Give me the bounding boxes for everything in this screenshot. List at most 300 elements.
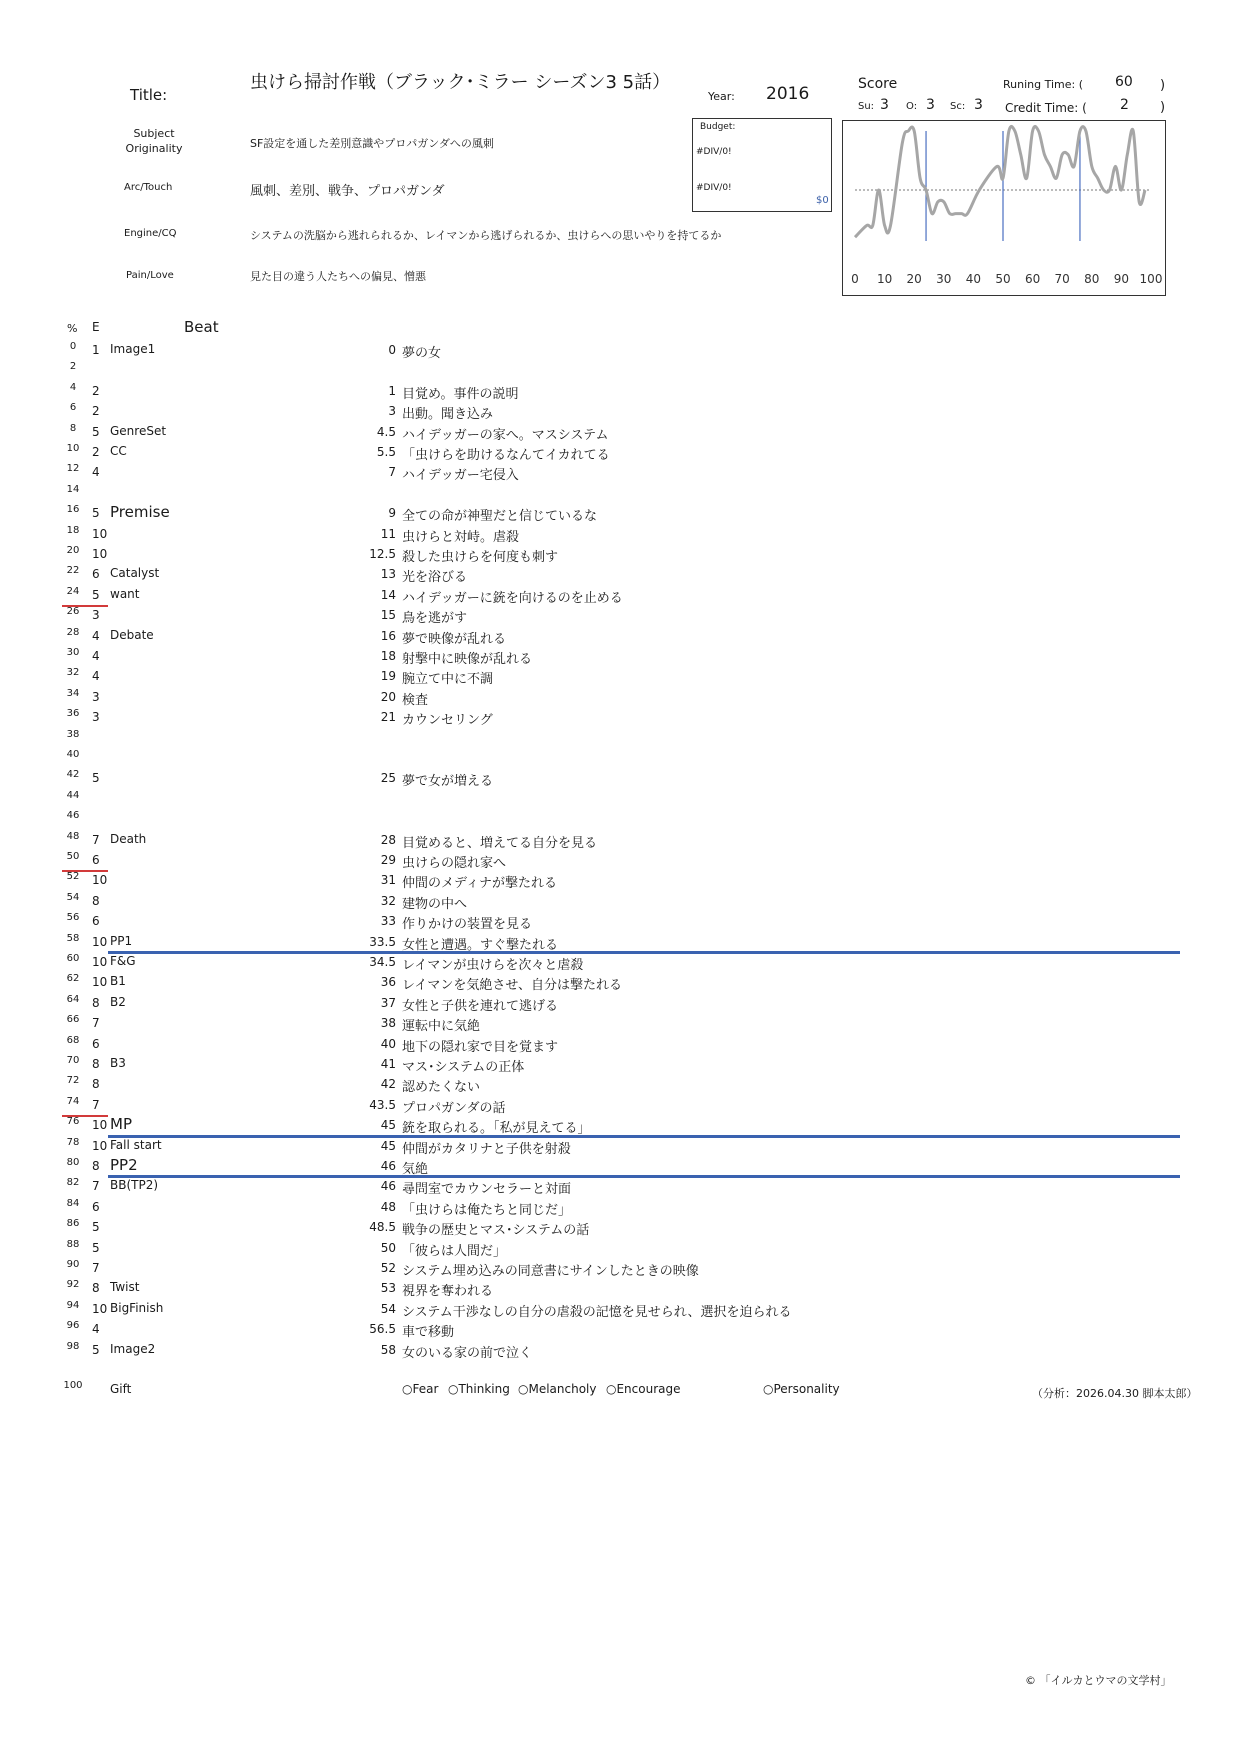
- engine-text: システムの洗脳から逃れられるか、レイマンから逃げられるか、虫けらへの思いやりを持てるか: [250, 229, 722, 242]
- row-e-score: 5: [92, 1220, 100, 1235]
- table-row: [0, 1177, 1240, 1197]
- row-minute: 5.5: [376, 445, 396, 459]
- row-description: 出動。聞き込み: [402, 407, 494, 423]
- row-e-score: 7: [92, 1097, 100, 1112]
- arc-label: Arc/Touch: [124, 182, 173, 193]
- row-description: プロパガンダの話: [402, 1100, 506, 1116]
- budget-label: Budget:: [700, 122, 736, 132]
- gift-option-personality[interactable]: ○Personality: [763, 1382, 840, 1396]
- row-percent: 34: [66, 687, 80, 699]
- plot-point-line: [108, 1135, 1180, 1138]
- row-description: レイマンを気絶させ、自分は撃たれる: [402, 978, 622, 994]
- table-row: [0, 504, 1240, 524]
- row-description: 女性と子供を連れて逃げる: [402, 998, 559, 1014]
- table-row: [0, 973, 1240, 993]
- row-e-score: 5: [92, 587, 100, 602]
- row-e-score: 7: [92, 832, 100, 847]
- row-beat: Fall start: [110, 1137, 162, 1152]
- header-e: E: [92, 320, 100, 334]
- row-percent: 78: [66, 1136, 80, 1148]
- row-e-score: 5: [92, 1342, 100, 1357]
- row-e-score: 4: [92, 465, 100, 480]
- table-row: [0, 1116, 1240, 1136]
- row-e-score: 1: [92, 343, 100, 357]
- row-beat: Twist: [110, 1280, 140, 1295]
- table-row: [0, 647, 1240, 667]
- row-beat: Image2: [110, 1341, 156, 1356]
- table-row: [0, 1239, 1240, 1259]
- row-percent: 36: [66, 708, 80, 720]
- row-percent: 88: [66, 1238, 80, 1250]
- row-minute: 46: [380, 1179, 396, 1194]
- row-description: 光を浴びる: [402, 570, 468, 586]
- row-e-score: 6: [92, 1199, 100, 1214]
- gift-percent: 100: [63, 1380, 83, 1391]
- table-row: [0, 688, 1240, 708]
- row-description: 戦争の歴史とマス･システムの話: [402, 1223, 590, 1239]
- row-percent: 10: [66, 443, 80, 454]
- row-percent: 26: [66, 606, 80, 618]
- row-e-score: 2: [92, 445, 100, 459]
- row-percent: 80: [66, 1157, 80, 1168]
- row-percent: 2: [69, 361, 77, 373]
- subject-text: SF設定を通した差別意識やプロパガンダへの風刺: [250, 137, 494, 150]
- row-description: システム干渉なしの自分の虐殺の記憶を見せられ、選択を迫られる: [402, 1304, 792, 1320]
- row-percent: 6: [69, 402, 77, 414]
- row-minute: 9: [388, 506, 396, 521]
- credit-time-label: Credit Time: (: [1005, 101, 1087, 115]
- table-row: [0, 1014, 1240, 1034]
- table-row: [0, 484, 1240, 504]
- row-percent: 42: [66, 769, 80, 781]
- chart-x-tick-label: 10: [876, 272, 893, 286]
- table-row: [0, 933, 1240, 953]
- row-e-score: 10: [92, 955, 108, 969]
- row-minute: 7: [388, 465, 396, 480]
- chart-x-tick-label: 100: [1139, 272, 1163, 286]
- table-row: [0, 627, 1240, 647]
- row-minute: 34.5: [369, 955, 396, 969]
- row-minute: 32: [380, 893, 396, 908]
- row-percent: 40: [66, 749, 80, 760]
- row-minute: 53: [380, 1281, 396, 1296]
- row-minute: 0: [388, 343, 396, 357]
- running-time-value: 60: [1115, 74, 1133, 90]
- row-beat: want: [110, 586, 140, 601]
- budget-money: $0: [816, 195, 829, 206]
- row-e-score: 8: [92, 1077, 100, 1092]
- row-description: カウンセリング: [402, 713, 493, 729]
- row-description: 「虫けらは俺たちと同じだ」: [402, 1202, 572, 1218]
- row-e-score: 7: [92, 1016, 100, 1031]
- row-e-score: 6: [92, 1036, 100, 1051]
- row-percent: 4: [69, 381, 77, 393]
- year-value: 2016: [766, 84, 810, 104]
- plot-point-line: [108, 951, 1180, 954]
- table-row: [0, 565, 1240, 585]
- row-e-score: 5: [92, 424, 100, 439]
- row-percent: 16: [66, 504, 80, 516]
- row-percent: 96: [66, 1320, 80, 1332]
- row-minute: 40: [380, 1036, 396, 1051]
- gift-option-fear[interactable]: ○Fear: [402, 1382, 439, 1396]
- row-beat: Debate: [110, 627, 154, 642]
- row-beat: B3: [110, 1056, 126, 1070]
- row-minute: 29: [380, 853, 396, 867]
- row-minute: 19: [380, 669, 396, 684]
- pain-label: Pain/Love: [126, 270, 174, 281]
- row-percent: 32: [66, 667, 80, 679]
- row-beat: F&G: [110, 954, 136, 968]
- table-row: [0, 1320, 1240, 1340]
- row-e-score: 10: [92, 1301, 108, 1316]
- row-percent: 92: [66, 1279, 80, 1291]
- row-beat: GenreSet: [110, 423, 167, 438]
- row-description: 視界を奪われる: [402, 1284, 494, 1300]
- table-row: [0, 953, 1240, 973]
- row-beat: BigFinish: [110, 1300, 164, 1315]
- sc-label: Sc:: [950, 101, 966, 112]
- row-e-score: 10: [92, 1118, 108, 1133]
- row-minute: 48: [380, 1199, 396, 1214]
- row-e-score: 4: [92, 628, 100, 643]
- gift-label: Gift: [110, 1382, 132, 1396]
- row-minute: 41: [380, 1057, 396, 1071]
- beat-chart-svg: [843, 121, 1165, 295]
- row-description: システム埋め込みの同意書にサインしたときの映像: [402, 1264, 699, 1279]
- row-beat: MP: [110, 1115, 132, 1134]
- row-description: 運転中に気絶: [402, 1019, 481, 1035]
- row-percent: 86: [66, 1218, 80, 1230]
- budget-value-1: #DIV/0!: [696, 147, 732, 157]
- row-beat: CC: [110, 444, 127, 458]
- header-beat: Beat: [184, 318, 219, 336]
- row-percent: 20: [66, 545, 80, 556]
- row-minute: 38: [380, 1016, 396, 1031]
- row-description: 夢で女が増える: [402, 774, 494, 790]
- row-percent: 0: [69, 341, 77, 352]
- row-description: 銃を取られる。「私が見えてる」: [402, 1121, 591, 1137]
- act-divider-red: [62, 870, 108, 872]
- table-row: [0, 463, 1240, 483]
- page-title: 虫けら掃討作戦（ブラック･ミラー シーズン3 5話）: [250, 72, 671, 93]
- chart-x-tick-label: 80: [1084, 272, 1100, 286]
- row-e-score: 10: [92, 975, 108, 990]
- gift-option-thinking[interactable]: ○Thinking: [448, 1382, 510, 1396]
- gift-option-encourage[interactable]: ○Encourage: [606, 1382, 681, 1396]
- su-label: Su:: [858, 101, 875, 112]
- table-row: [0, 851, 1240, 871]
- row-minute: 52: [380, 1261, 396, 1275]
- row-minute: 33: [380, 914, 396, 929]
- sc-value: 3: [974, 97, 983, 113]
- row-e-score: 8: [92, 1281, 100, 1296]
- row-minute: 43.5: [369, 1097, 396, 1112]
- row-percent: 30: [66, 647, 80, 658]
- row-e-score: 5: [92, 506, 100, 521]
- row-e-score: 2: [92, 383, 100, 398]
- chart-x-tick-label: 0: [851, 272, 859, 286]
- row-percent: 52: [66, 871, 80, 883]
- row-description: 女性と遭遇。すぐ撃たれる: [402, 937, 559, 953]
- row-beat: B1: [110, 974, 126, 989]
- row-minute: 46: [380, 1159, 396, 1173]
- pain-text: 見た目の違う人たちへの偏見、憎悪: [250, 270, 426, 283]
- o-label: O:: [906, 101, 918, 112]
- row-e-score: 10: [92, 547, 108, 561]
- row-percent: 90: [66, 1259, 80, 1270]
- row-percent: 46: [66, 810, 80, 822]
- row-minute: 14: [380, 587, 396, 602]
- table-row: [0, 994, 1240, 1014]
- act-divider-red: [62, 1115, 108, 1117]
- row-minute: 20: [380, 689, 396, 704]
- table-row: [0, 443, 1240, 463]
- chart-x-tick-label: 60: [1024, 272, 1041, 286]
- row-e-score: 7: [92, 1179, 100, 1194]
- row-description: 射撃中に映像が乱れる: [402, 652, 533, 667]
- row-e-score: 3: [92, 689, 100, 704]
- row-description: 仲間がカタリナと子供を射殺: [402, 1141, 571, 1157]
- subject-label: Subject Originality: [125, 127, 183, 155]
- row-minute: 15: [380, 608, 396, 623]
- table-row: [0, 729, 1240, 749]
- table-row: [0, 912, 1240, 932]
- row-description: 「彼らは人間だ」: [402, 1243, 507, 1259]
- row-e-score: 4: [92, 669, 100, 684]
- row-percent: 28: [66, 626, 80, 638]
- table-row: [0, 667, 1240, 687]
- row-e-score: 5: [92, 771, 100, 786]
- row-e-score: 8: [92, 1159, 100, 1173]
- row-e-score: 10: [92, 526, 108, 541]
- row-percent: 14: [66, 483, 80, 495]
- row-minute: 4.5: [376, 424, 396, 439]
- row-description: 尋問室でカウンセラーと対面: [402, 1182, 572, 1198]
- table-row: [0, 1137, 1240, 1157]
- row-minute: 31: [380, 873, 396, 888]
- row-beat: PP2: [110, 1156, 138, 1174]
- row-minute: 42: [380, 1077, 396, 1092]
- row-minute: 21: [380, 710, 396, 725]
- row-minute: 45: [380, 1138, 396, 1153]
- table-row: [0, 871, 1240, 891]
- table-row: [0, 1259, 1240, 1279]
- engine-label: Engine/CQ: [124, 228, 177, 239]
- row-e-score: 10: [92, 934, 108, 949]
- row-percent: 48: [66, 830, 80, 842]
- table-row: [0, 831, 1240, 851]
- chart-x-tick-label: 90: [1113, 272, 1130, 286]
- row-description: 認めたくない: [402, 1080, 481, 1096]
- row-percent: 24: [66, 585, 80, 597]
- row-beat: PP1: [110, 933, 133, 948]
- row-beat: Image1: [110, 342, 156, 356]
- table-row: [0, 892, 1240, 912]
- title-label: Title:: [130, 86, 168, 104]
- running-time-close: ): [1160, 78, 1166, 93]
- table-row: [0, 1075, 1240, 1095]
- row-beat: Premise: [110, 503, 170, 522]
- table-row: [0, 525, 1240, 545]
- row-e-score: 5: [92, 1240, 100, 1255]
- row-description: レイマンが虫けらを次々と虐殺: [402, 958, 584, 973]
- year-label: Year:: [708, 90, 735, 103]
- row-percent: 66: [66, 1014, 80, 1026]
- row-percent: 68: [66, 1034, 80, 1046]
- row-percent: 64: [66, 993, 80, 1005]
- table-row: [0, 769, 1240, 789]
- row-description: 目覚め。事件の説明: [402, 386, 519, 402]
- row-description: ハイデッガーの家へ。マスシステム: [402, 427, 609, 443]
- table-row: [0, 402, 1240, 422]
- row-description: マス･システムの正体: [402, 1060, 525, 1075]
- row-description: 作りかけの装置を見る: [402, 917, 533, 933]
- row-percent: 76: [66, 1116, 80, 1128]
- row-e-score: 3: [92, 608, 100, 623]
- row-percent: 70: [66, 1055, 80, 1066]
- row-minute: 13: [380, 567, 396, 582]
- row-description: 車で移動: [402, 1325, 455, 1341]
- row-description: 気絶: [402, 1162, 429, 1177]
- row-description: 建物の中へ: [402, 896, 468, 912]
- row-percent: 74: [66, 1095, 80, 1107]
- row-description: 虫けらと対峙。虐殺: [402, 529, 520, 545]
- row-description: 虫けらの隠れ家へ: [402, 856, 507, 871]
- row-minute: 58: [380, 1342, 396, 1357]
- row-description: ハイデッガーに銃を向けるのを止める: [402, 590, 623, 606]
- credit-time-close: ): [1160, 100, 1166, 115]
- chart-x-tick-label: 20: [906, 272, 922, 286]
- chart-x-tick-label: 40: [965, 272, 982, 286]
- table-row: [0, 1218, 1240, 1238]
- table-row: [0, 1055, 1240, 1075]
- budget-value-2: #DIV/0!: [696, 183, 732, 193]
- row-minute: 1: [388, 383, 396, 398]
- row-minute: 33.5: [369, 934, 396, 949]
- table-row: [0, 1341, 1240, 1361]
- row-percent: 8: [69, 422, 77, 434]
- row-minute: 16: [380, 628, 396, 643]
- row-percent: 84: [66, 1197, 80, 1209]
- row-minute: 25: [380, 771, 396, 786]
- table-row: [0, 1198, 1240, 1218]
- chart-x-tick-label: 50: [995, 272, 1011, 286]
- table-row: [0, 1300, 1240, 1320]
- row-percent: 22: [66, 565, 80, 577]
- o-value: 3: [926, 97, 935, 113]
- row-e-score: 4: [92, 649, 100, 663]
- gift-option-melancholy[interactable]: ○Melancholy: [518, 1382, 597, 1396]
- row-minute: 36: [380, 975, 396, 990]
- row-e-score: 2: [92, 404, 100, 419]
- row-percent: 94: [66, 1299, 80, 1311]
- row-description: 検査: [402, 692, 429, 708]
- act-divider-red: [62, 605, 108, 607]
- row-description: 夢の女: [402, 346, 442, 361]
- row-percent: 62: [66, 973, 80, 985]
- row-e-score: 4: [92, 1322, 100, 1337]
- row-description: 「虫けらを助けるなんてイカれてる: [402, 448, 610, 463]
- row-description: 目覚めると、増えてる自分を見る: [402, 835, 598, 851]
- row-minute: 45: [380, 1118, 396, 1133]
- row-description: 地下の隠れ家で目を覚ます: [402, 1039, 559, 1055]
- copyright: © 「イルカとウマの文学村」: [1025, 1674, 1172, 1687]
- credit-time-value: 2: [1120, 97, 1129, 113]
- row-beat: Death: [110, 831, 147, 846]
- row-description: 仲間のメディナが撃たれる: [402, 876, 557, 892]
- chart-series-line: [855, 126, 1145, 237]
- row-description: 腕立て中に不調: [402, 672, 494, 688]
- row-minute: 18: [380, 649, 396, 663]
- row-e-score: 10: [92, 1138, 108, 1153]
- table-row: [0, 361, 1240, 381]
- arc-text: 風刺、差別、戦争、プロパガンダ: [250, 184, 445, 199]
- table-row: [0, 790, 1240, 810]
- row-minute: 50: [380, 1240, 396, 1255]
- chart-x-tick-label: 70: [1054, 272, 1070, 286]
- row-e-score: 6: [92, 567, 100, 582]
- row-beat: B2: [110, 994, 126, 1009]
- table-row: [0, 545, 1240, 565]
- row-minute: 12.5: [369, 547, 396, 561]
- row-percent: 58: [66, 932, 80, 944]
- table-row: [0, 1035, 1240, 1055]
- row-percent: 60: [66, 953, 80, 964]
- row-percent: 82: [66, 1177, 80, 1189]
- table-row: [0, 586, 1240, 606]
- row-description: 全ての命が神聖だと信じているな: [402, 509, 598, 525]
- row-minute: 54: [380, 1301, 396, 1316]
- row-description: 殺した虫けらを何度も刺す: [402, 550, 559, 565]
- row-percent: 54: [66, 891, 80, 903]
- row-percent: 18: [66, 524, 80, 536]
- row-e-score: 3: [92, 710, 100, 725]
- row-minute: 56.5: [369, 1322, 396, 1337]
- budget-box: [692, 118, 832, 212]
- table-row: [0, 810, 1240, 830]
- table-row: [0, 708, 1240, 728]
- table-row: [0, 749, 1240, 769]
- table-row: [0, 1157, 1240, 1177]
- row-percent: 50: [66, 851, 80, 862]
- row-percent: 72: [66, 1075, 80, 1087]
- row-e-score: 8: [92, 893, 100, 908]
- row-minute: 37: [380, 995, 396, 1010]
- plot-point-line: [108, 1175, 1180, 1178]
- row-e-score: 8: [92, 1057, 100, 1071]
- row-percent: 56: [66, 912, 80, 924]
- row-e-score: 6: [92, 853, 100, 867]
- table-row: [0, 1279, 1240, 1299]
- row-minute: 3: [388, 404, 396, 419]
- row-percent: 98: [66, 1340, 80, 1352]
- row-e-score: 7: [92, 1261, 100, 1275]
- table-row: [0, 423, 1240, 443]
- row-percent: 44: [66, 789, 80, 801]
- row-beat: Catalyst: [110, 566, 160, 581]
- table-row: [0, 1096, 1240, 1116]
- row-beat: BB(TP2): [110, 1178, 159, 1193]
- row-minute: 28: [380, 832, 396, 847]
- su-value: 3: [880, 97, 889, 113]
- score-label: Score: [858, 76, 898, 92]
- running-time-label: Runing Time: (: [1003, 78, 1084, 91]
- row-percent: 12: [66, 463, 80, 475]
- row-e-score: 8: [92, 995, 100, 1010]
- header-percent: %: [67, 322, 78, 335]
- table-row: [0, 341, 1240, 361]
